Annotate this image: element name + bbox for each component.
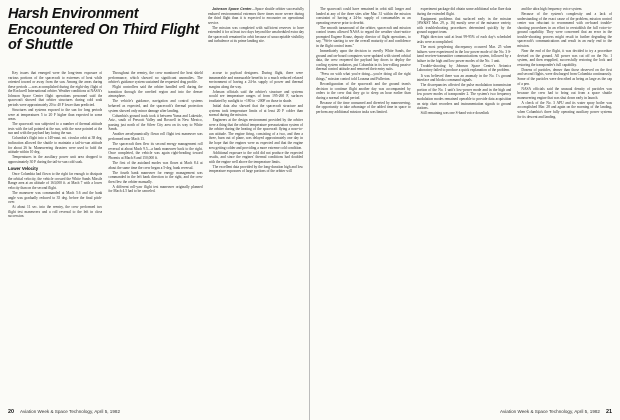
body-paragraph: Near the end of the flight, it was decided to try a procedure devised on the ground. All power was cut off on the No. 1 system, and then reapplied, successfully restoring the lock and restoring the transponder's full capability. bbox=[517, 49, 613, 67]
body-paragraph: Engineers at the design environment provided by the orbiter were a thing that the orbital temperature pressurization system of the orbiter during the heating of the spacecraft flying a nose-to-sun attitude. The engine firing, consisting of a two, and then a three, burn out of plane, was delayed approximately one day in the hope that the engines were as expected and that the engine area getting colder and providing a more extreme cold condition. bbox=[208, 118, 303, 150]
body-paragraph: Throughout the reentry, the crew monitored the heat shield performance, which showed no significant anomalies. The orbiter's guidance system sustained the requested drag profile. bbox=[108, 71, 203, 85]
left-columns bbox=[8, 71, 303, 402]
lead-column bbox=[208, 7, 304, 69]
body-paragraph: The spacecraft was subjected to a number of thermal attitude tests with the tail pointed at the sun, with the nose pointed at the sun and with the payload bay facing the sun. bbox=[8, 122, 103, 136]
body-paragraph: At about 11 sec. into the reentry, the crew performed two flight test maneuvers and a roll reversal to the left in close succession. bbox=[8, 205, 103, 219]
text-column bbox=[108, 71, 202, 402]
body-paragraph: The spacecraft could have remained in orbit still longer and landed at any of the three sites after Mar. 31 within the mission constraint of having a 24-hr. supply of consumables as an operating reserve prior to deorbit. bbox=[316, 7, 411, 25]
lead-paragraph bbox=[208, 7, 304, 25]
text-column bbox=[8, 71, 102, 402]
body-paragraph: Equipment problems that surfaced early in the mission (AW&ST Mar. 29, p. 16) mostly were of the nuisance variety, with troubleshooting procedures determined quickly by the ground support team. bbox=[416, 16, 512, 35]
body-paragraph: NASA officials said the unusual density of particles was because the crew had to bring out from a space shuttle maneuvering engine that was shut down early in launch. bbox=[517, 86, 613, 100]
text-column bbox=[417, 7, 512, 402]
body-paragraph: Columbia's flight into a 140-naut. mi. circular orbit at 38 deg. inclination allowed the shuttle to maintain a tail-to-sun attitude for about 26 hr. Maneuvering thrusters were used to hold the attitude within 10 deg. bbox=[8, 136, 103, 155]
body-paragraph: The maneuver was commanded at Mach 5.6 and the bank angle was gradually reduced to 35 deg. before the final pitch-over. bbox=[8, 191, 103, 205]
right-columns bbox=[316, 7, 612, 402]
body-paragraph: Because of the time consumed and diverted by maneuvering, the opportunity to take advantage of the added time in space to perform any additional mission tasks was limited. bbox=[316, 100, 411, 114]
page-number: 21 bbox=[606, 409, 612, 415]
body-paragraph: Flight controllers said the orbiter handled well during the transition through the rarefied region and into the denser atmosphere. bbox=[108, 85, 203, 99]
lead-text: —Space shuttle orbiter successfully endured environmental extremes three times more severe during the third flight than it is expected to encounter on operational service. bbox=[208, 7, 304, 25]
body-paragraph: A check of the No. 3 APU and its water spray boiler was accomplished Mar. 28 and again on the morning of the landing, when Columbia's three fully operating auxiliary power systems for its descent and landing. bbox=[517, 100, 613, 119]
body-paragraph: The discrepancies affected the pulse modulation transmission portion of the No. 1 unit's low-power mode and in the high and low power modes of transponder 2. The system's two frequency modulation modes remained operable to provide data acquisition on strip chart recorders and instrumentation signals to ground stations. bbox=[416, 83, 512, 111]
body-paragraph: and the ultra high frequency voice system. bbox=[521, 7, 583, 11]
body-paragraph: The first of the autoland modes was flown at Mach 8.4 at about the same time the crew began a 5-deg. bank reversal. bbox=[108, 160, 203, 170]
body-paragraph: A different roll-yaw flight test maneuver originally planned for Mach 4.5 had to be canceled. bbox=[108, 184, 203, 194]
body-paragraph: Key issues that emerged were the long-term exposure of various portions of the spacecraft to extremes of heat while oriented toward or away from the sun. Among the areas during these periods —was accomplished during the eight-day flight of the Rockwell International orbiter. Weather conditions at NASA's Johnson Space Center flight operations personnel said the spacecraft showed that orbiter structures during cold soak periods were approximately 20 to 40 F lower than predicted. bbox=[8, 71, 103, 107]
section-subhead: Lower Velocity bbox=[8, 165, 39, 171]
right-footer bbox=[500, 409, 612, 415]
body-paragraph: The fourth bank maneuver for energy management was commanded in the left bank direction to the right, and the crew then flew the orbiter manually. bbox=[108, 170, 203, 184]
body-paragraph: Johnson officials said the orbiter's structure and systems would see temperature ranges of from 195-260 F, surfaces irradiated by sunlight to +180 to −200F on those in shade. bbox=[208, 89, 303, 103]
body-paragraph: Structures and systems exposed to the sun for long periods were at temperatures 5 to 20 F higher than expected in some areas. bbox=[8, 107, 103, 122]
body-paragraph: "Press on with what you're doing—you're doing all the right things," mission control told Lousma and Fullerton. bbox=[316, 72, 411, 81]
body-paragraph: It was believed there was an anomaly in the No. 1's ground interface and blocks command signals. bbox=[416, 73, 512, 83]
body-paragraph: experiment package did obtain some additional solar flare data during the extended flight. bbox=[416, 7, 512, 16]
body-paragraph: The excellent data provided by the long-duration high and low temperature exposures of large portions of the orbiter will bbox=[208, 164, 303, 174]
body-paragraph: Initial data also showed that the spacecraft structure and systems took temperature limits of at least 20 F colder than normal during the mission. bbox=[208, 104, 303, 118]
body-paragraph: Flight directors said at least 99-95% of each day's scheduled tasks were accomplished. bbox=[416, 35, 512, 45]
body-paragraph: The smooth turnaround of the orbiter, spacecraft and mission control teams allowed NASA to regard the weather short-notice prompted Eugene Kranz, deputy director of flight operations, to say, "We're starting to see the overall maturity of and confidence in the flight control team." bbox=[316, 25, 411, 48]
body-paragraph: Trouble-shooting by Johnson Space Center's Avionics Laboratory failed to produce a quick explanation of the problem. bbox=[416, 63, 512, 73]
body-paragraph: Because of the system's complexity and a lack of understanding of the exact cause of the problem, mission control center was reluctant to recommend with on-board trouble-shooting procedures in an effort to reestablish the full voice-to-ground capability. They were concerned that an error in the trouble-shooting process might result in further degrading the spacecraft's communications and result in an early end to the mission. bbox=[517, 12, 613, 48]
article-headline: Harsh Environment Encountered On Third Flight of Shuttle bbox=[8, 6, 200, 53]
body-paragraph: Columbia's ground track took it between Yuma and Lakeside, Ariz., south of Prescott Valley and Roswell in New Mexico, passing just north of the Silver City area on its way to White Sands. bbox=[108, 113, 203, 132]
right-page bbox=[310, 0, 620, 420]
body-paragraph: Temperatures in the auxiliary power unit area dropped to approximately 30 F during the tail-to-sun cold soak. bbox=[8, 155, 103, 164]
body-paragraph: Still remaining was one S-band voice downlink bbox=[420, 111, 489, 116]
body-paragraph: Reconfiguration of the spacecraft and the ground team's decision to continue flight another day was accompanied by orders to the crew that they go to sleep an hour earlier than during a normal orbital period. bbox=[316, 82, 411, 100]
page-number: 20 bbox=[8, 409, 14, 415]
body-paragraph: Additional exposure to the cold did not produce the expected results, and since the engines' thermal conditions had doubled with the engine well above the temperature limits. bbox=[208, 150, 303, 164]
publication-line: Aviation Week & Space Technology, April 5, 1982 bbox=[20, 409, 121, 414]
publication-line: Aviation Week & Space Technology, April 5, 1982 bbox=[499, 409, 600, 414]
byline: Johnson Space Center bbox=[212, 7, 252, 11]
body-paragraph: Another aerodynamically flown roll flight test maneuver was performed near Mach 13. bbox=[108, 132, 203, 142]
text-column bbox=[209, 71, 303, 402]
body-paragraph: The vehicle's guidance, navigation and control systems behaved as expected, and the spacecraft's thermal protection system showed only minor damage after landing. bbox=[108, 99, 203, 113]
body-paragraph: The most perplexing discrepancy occurred Mar. 25 when failures were experienced in the low power mode of the No. 3 S-band receiver-transmitter communications system, followed by a failure in the high and low power modes of the No. 1 unit. bbox=[416, 45, 512, 63]
text-column bbox=[517, 7, 612, 402]
lead-paragraph: The mission was completed with sufficient reserves to have extended it for at least two days beyond the unscheduled extra day the spacecraft remained in orbit because of unacceptable visibility and turbulence at its prime landing site. bbox=[208, 25, 304, 44]
body-paragraph: Once Columbia had flown to the right far enough to dissipate the orbital velocity, the vehicle crossed the White Sands Missile Range area at an altitude of 163,000 ft. at Mach 7 with a lower velocity than on the second flight. bbox=[8, 172, 103, 190]
left-footer bbox=[8, 409, 120, 415]
body-paragraph: Dozens of particles, denser than those observed on the first and second flights, were discharged from Columbia continuously. Some of the particles were described as being as large as the cap of a pen. bbox=[517, 67, 613, 86]
headline-block bbox=[8, 7, 203, 54]
body-paragraph: The spacecraft then flew its second energy management roll reversal at about Mach 9.5—a bank maneuver back to the right. Once completed, the vehicle was again right-heading toward Phoenix at Mach 8 and 150,000 ft. bbox=[108, 142, 203, 160]
text-column bbox=[316, 7, 411, 402]
body-paragraph: accrue to payload designers. During flight, there were innumerable and measurable benefits to a much reduced relaxed environment of having a 24-hr. supply of power and thermal margins along the way. bbox=[208, 71, 303, 89]
body-paragraph: Immediately upon the decision to overfly White Sands, the ground and on-board computers were updated with stored orbital data, the crew reopened the payload bay doors to deploy the cooling system radiators, put Columbia in its low-rolling passive thermal control attitude and removed their entry suits. bbox=[316, 49, 411, 72]
